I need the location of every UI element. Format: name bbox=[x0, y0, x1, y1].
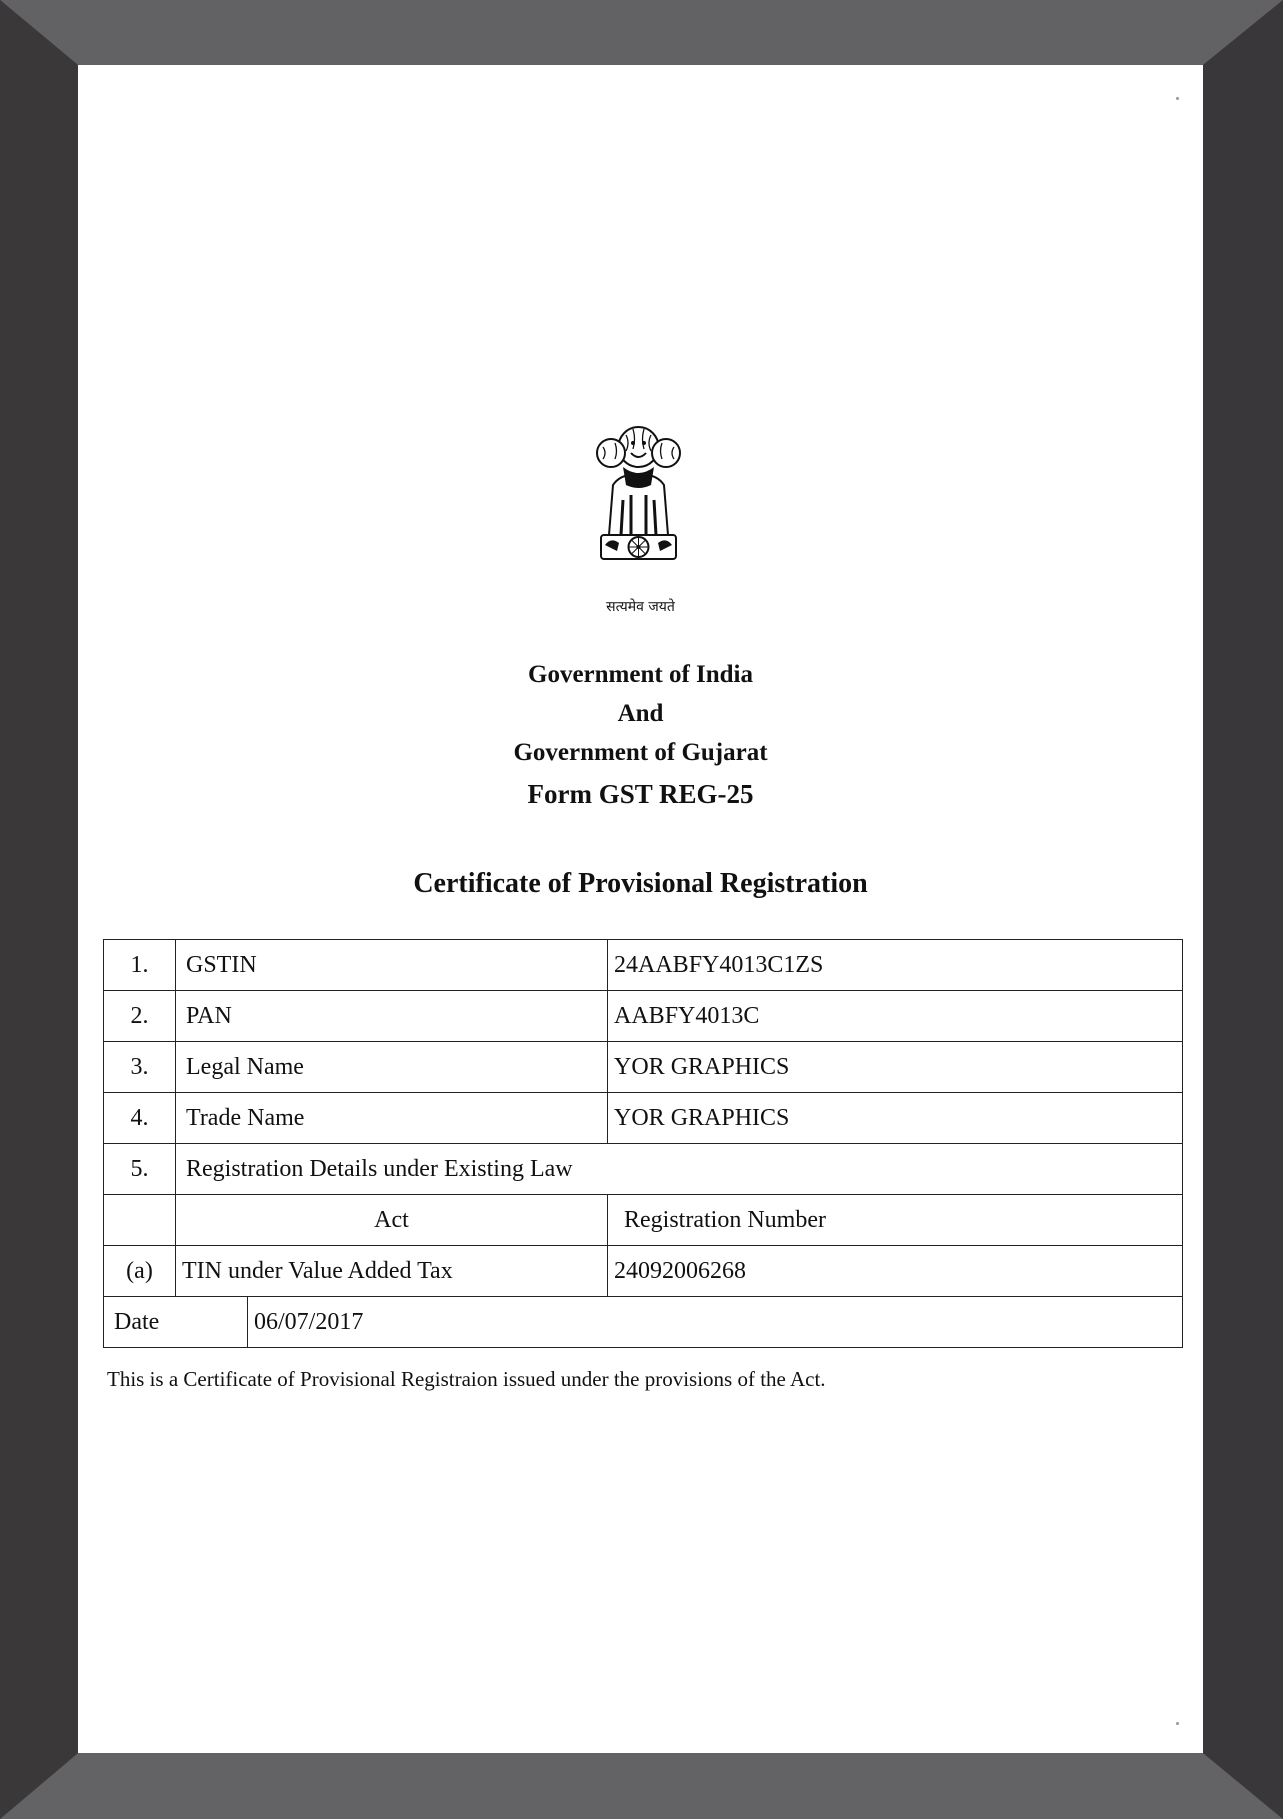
registration-number-value: 24092006268 bbox=[608, 1246, 1183, 1297]
table-row bbox=[104, 1042, 1183, 1093]
footer-note: This is a Certificate of Provisional Registraion issued under the provisions of the Act. bbox=[107, 1367, 826, 1391]
pan-value: AABFY4013C bbox=[608, 991, 1183, 1042]
row-number: 2. bbox=[104, 991, 176, 1042]
date-label: Date bbox=[104, 1297, 248, 1348]
table-row bbox=[104, 1195, 1183, 1246]
national-emblem-icon bbox=[591, 395, 686, 595]
row-number: 4. bbox=[104, 1093, 176, 1144]
row-label: GSTIN bbox=[176, 940, 608, 991]
column-header-registration-number: Registration Number bbox=[608, 1195, 1183, 1246]
row-label: Legal Name bbox=[176, 1042, 608, 1093]
row-number: 5. bbox=[104, 1144, 176, 1195]
date-value: 06/07/2017 bbox=[248, 1297, 1183, 1348]
row-label: Trade Name bbox=[176, 1093, 608, 1144]
row-number: (a) bbox=[104, 1246, 176, 1297]
heading-government-of-india: Government of India bbox=[528, 661, 753, 688]
table-row bbox=[104, 1297, 1183, 1348]
registration-details-table bbox=[103, 939, 1183, 1348]
section-label: Registration Details under Existing Law bbox=[176, 1144, 1183, 1195]
table-row bbox=[104, 1093, 1183, 1144]
column-header-act: Act bbox=[176, 1195, 608, 1246]
certificate-title: Certificate of Provisional Registration bbox=[413, 868, 868, 899]
trade-name-value: YOR GRAPHICS bbox=[608, 1093, 1183, 1144]
heading-government-of-gujarat: Government of Gujarat bbox=[513, 739, 768, 766]
table-row bbox=[104, 1144, 1183, 1195]
row-label: PAN bbox=[176, 991, 608, 1042]
form-number: Form GST REG-25 bbox=[527, 779, 754, 809]
row-number: 1. bbox=[104, 940, 176, 991]
table-row bbox=[104, 940, 1183, 991]
emblem-motto: सत्यमेव जयते bbox=[606, 599, 675, 615]
table-row bbox=[104, 991, 1183, 1042]
certificate-page bbox=[78, 65, 1203, 1753]
legal-name-value: YOR GRAPHICS bbox=[608, 1042, 1183, 1093]
table-row bbox=[104, 1246, 1183, 1297]
heading-and: And bbox=[617, 700, 664, 727]
gstin-value: 24AABFY4013C1ZS bbox=[608, 940, 1183, 991]
act-value: TIN under Value Added Tax bbox=[176, 1246, 608, 1297]
row-number: 3. bbox=[104, 1042, 176, 1093]
